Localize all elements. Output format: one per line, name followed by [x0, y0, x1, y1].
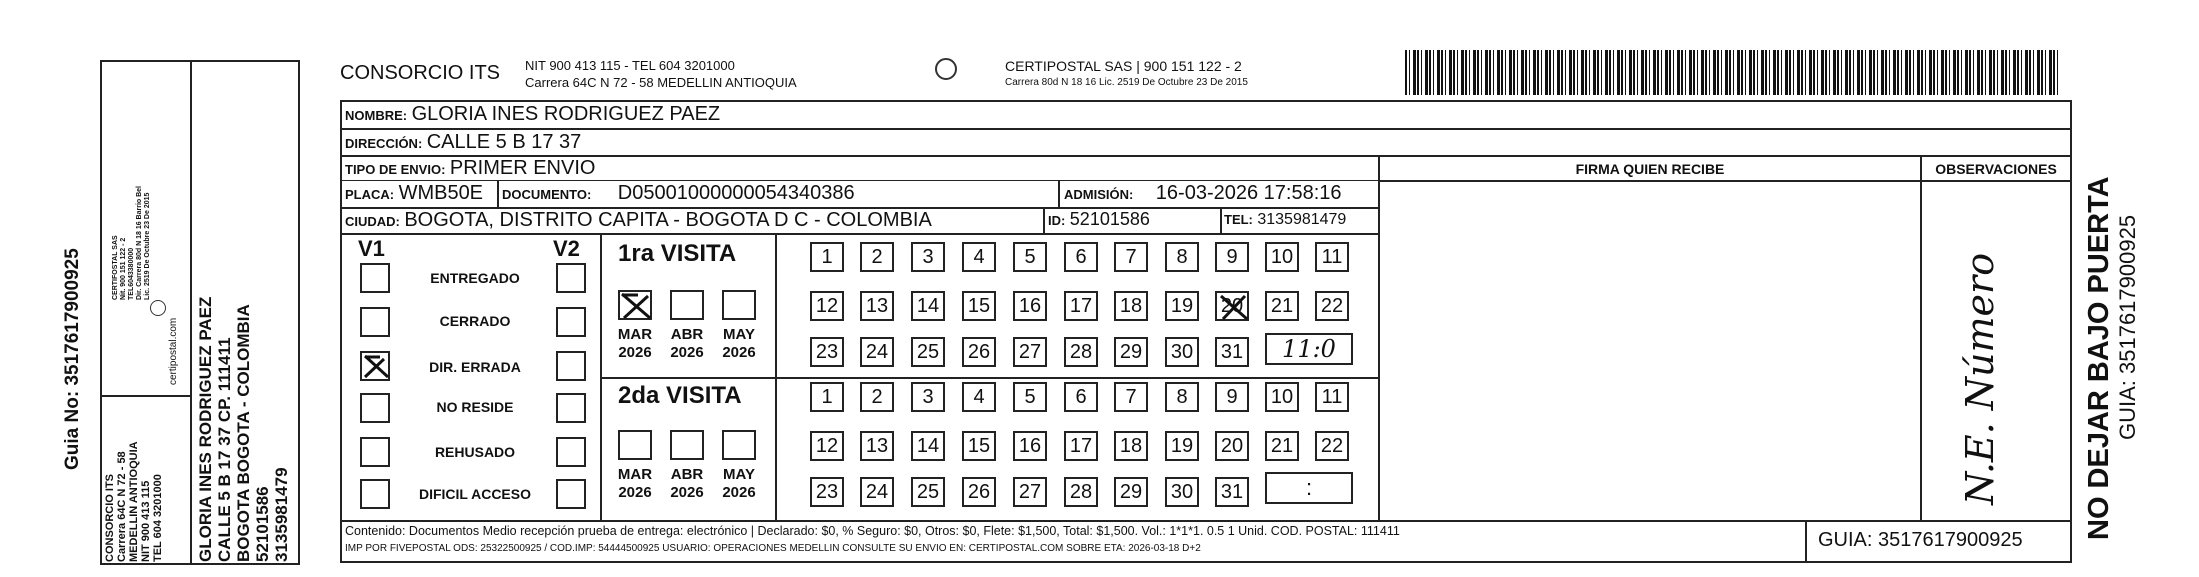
- day-box-19[interactable]: 19: [1165, 291, 1199, 321]
- day-box-2[interactable]: 2: [860, 382, 894, 412]
- day-box-23[interactable]: 23: [810, 477, 844, 507]
- tel-label: TEL:: [1224, 212, 1253, 227]
- day-box-13[interactable]: 13: [860, 431, 894, 461]
- direccion-row: [345, 131, 581, 154]
- row-line-1: [340, 128, 2072, 130]
- day-box-14[interactable]: 14: [911, 431, 945, 461]
- day-box-9[interactable]: 9: [1215, 382, 1249, 412]
- day-box-11[interactable]: 11: [1315, 382, 1349, 412]
- v1-checkbox-cerrado[interactable]: [360, 307, 390, 337]
- stub-sender: CONSORCIO ITS Carrera 64C N 72 - 58 MEDELLIN ANTIOQUIA NIT 900 413 115 TEL 604 3201000: [104, 441, 164, 562]
- status-rehusado: REHUSADO: [434, 444, 516, 460]
- footer-line: [340, 520, 2072, 522]
- day-box-23[interactable]: 23: [810, 337, 844, 367]
- v2-checkbox-dir-errada[interactable]: [556, 351, 586, 381]
- firma-header: FIRMA QUIEN RECIBE: [1575, 161, 1725, 177]
- v1-checkbox-no-reside[interactable]: [360, 393, 390, 423]
- stub-carrier-logo-icon: [150, 300, 166, 316]
- id-value: 52101586: [1069, 209, 1150, 229]
- company-address: Carrera 64C N 72 - 58 MEDELLIN ANTIOQUIA: [525, 75, 797, 90]
- no-dejar-bajo-puerta: NO DEJAR BAJO PUERTA: [2083, 176, 2115, 540]
- id-cell: [1048, 209, 1150, 230]
- obs-header: OBSERVACIONES: [1935, 161, 2057, 177]
- day-box-20[interactable]: 20: [1215, 291, 1249, 321]
- day-box-5[interactable]: 5: [1013, 382, 1047, 412]
- stub-hdivider: [100, 395, 192, 397]
- certipostal-logo-icon: [935, 58, 957, 80]
- stub-recipient: GLORIA INES RODRIGUEZ PAEZ CALLE 5 B 17 37 CP. 111411 BOGOTA BOGOTA - COLOMBIA 52101586 3135981479: [196, 296, 291, 562]
- second-month-abr: ABR 2026: [670, 466, 704, 501]
- row-line-2: [340, 155, 2072, 157]
- nombre-value: GLORIA INES RODRIGUEZ PAEZ: [411, 103, 721, 125]
- day-box-25[interactable]: 25: [911, 477, 945, 507]
- v1-checkbox-entregado[interactable]: [360, 263, 390, 293]
- v2-checkbox-no-reside[interactable]: [556, 393, 586, 423]
- x-mark-icon: [362, 353, 392, 383]
- first-month-abr-checkbox[interactable]: [670, 290, 704, 320]
- tel-value: 3135981479: [1257, 211, 1347, 228]
- tel-cell: [1224, 211, 1346, 229]
- admision-label: ADMISIÓN:: [1064, 187, 1134, 202]
- ciudad-div-2: [1220, 207, 1222, 233]
- carrier-address: Carrera 80d N 18 16 Lic. 2519 De Octubre 23 De 2015: [1005, 77, 1248, 88]
- day-box-14[interactable]: 14: [911, 291, 945, 321]
- day-box-6[interactable]: 6: [1064, 242, 1098, 272]
- day-box-27[interactable]: 27: [1013, 337, 1047, 367]
- status-entregado: ENTREGADO: [430, 270, 520, 286]
- first-month-mar-checkbox[interactable]: [618, 290, 652, 320]
- form-left: [340, 100, 342, 563]
- company-name: CONSORCIO ITS: [340, 62, 501, 84]
- first-month-mar: MAR 2026: [617, 326, 653, 361]
- day-box-31[interactable]: 31: [1215, 337, 1249, 367]
- documento-value: D05001000000054340386: [617, 182, 855, 204]
- day-box-18[interactable]: 18: [1114, 431, 1148, 461]
- day-box-6[interactable]: 6: [1064, 382, 1098, 412]
- status-dir-errada: DIR. ERRADA: [429, 359, 521, 375]
- visits-months-div: [775, 233, 777, 520]
- stub-left-border: [100, 60, 102, 565]
- tipo-value: PRIMER ENVIO: [449, 157, 596, 179]
- day-box-19[interactable]: 19: [1165, 431, 1199, 461]
- day-box-4[interactable]: 4: [962, 242, 996, 272]
- day-box-26[interactable]: 26: [962, 477, 996, 507]
- day-box-30[interactable]: 30: [1165, 337, 1199, 367]
- day-box-20[interactable]: 20: [1215, 431, 1249, 461]
- day-box-29[interactable]: 29: [1114, 337, 1148, 367]
- day-box-16[interactable]: 16: [1013, 291, 1047, 321]
- row-line-5: [340, 233, 1380, 235]
- v2-checkbox-rehusado[interactable]: [556, 437, 586, 467]
- second-visit-title: 2da VISITA: [618, 382, 742, 409]
- day-box-18[interactable]: 18: [1114, 291, 1148, 321]
- day-box-12[interactable]: 12: [810, 291, 844, 321]
- first-visit-time-box[interactable]: 11:0: [1265, 333, 1353, 365]
- day-box-12[interactable]: 12: [810, 431, 844, 461]
- form-right: [2070, 100, 2072, 563]
- v2-label: V2: [553, 236, 580, 261]
- stub-top-border: [100, 60, 300, 62]
- id-label: ID:: [1048, 213, 1066, 228]
- day-box-27[interactable]: 27: [1013, 477, 1047, 507]
- footer-divider: [1805, 520, 1807, 562]
- obs-left: [1920, 155, 1922, 522]
- day-box-21[interactable]: 21: [1265, 291, 1299, 321]
- day-box-1[interactable]: 1: [810, 382, 844, 412]
- day-box-8[interactable]: 8: [1165, 382, 1199, 412]
- footer-content: Contenido: Documentos Medio recepción prueba de entrega: electrónico | Declarado: $0, % Seguro: $0, Otros: $0, Flete: $1,500, Total: $1,500. Vol.: 1*1*1. 0.5 1 Unid. COD. POSTAL: 111411: [345, 524, 1400, 538]
- v1-checkbox-dir-errada[interactable]: [360, 351, 390, 381]
- v2-checkbox-entregado[interactable]: [556, 263, 586, 293]
- admision-cell: [1064, 182, 1342, 205]
- firma-header-line: [1378, 180, 2072, 182]
- placa-label: PLACA:: [345, 187, 395, 202]
- day-box-8[interactable]: 8: [1165, 242, 1199, 272]
- first-visit-title: 1ra VISITA: [618, 240, 737, 267]
- stub-guia-number: Guia No: 3517617900925: [62, 248, 83, 470]
- second-month-may: MAY 2026: [722, 466, 756, 501]
- documento-cell: [502, 182, 855, 205]
- first-month-may: MAY 2026: [722, 326, 756, 361]
- tipo-label: TIPO DE ENVIO:: [345, 162, 446, 177]
- x-mark-icon: [620, 292, 654, 322]
- day-box-22[interactable]: 22: [1315, 431, 1349, 461]
- documento-label: DOCUMENTO:: [502, 187, 592, 202]
- visits-mid-line: [600, 377, 1380, 379]
- day-box-5[interactable]: 5: [1013, 242, 1047, 272]
- day-box-22[interactable]: 22: [1315, 291, 1349, 321]
- second-month-abr-checkbox[interactable]: [670, 430, 704, 460]
- day-box-3[interactable]: 3: [911, 382, 945, 412]
- ciudad-value: BOGOTA, DISTRITO CAPITA - BOGOTA D C - COLOMBIA: [404, 209, 932, 231]
- day-box-24[interactable]: 24: [860, 337, 894, 367]
- day-box-7[interactable]: 7: [1114, 242, 1148, 272]
- footer-guia: GUIA: 3517617900925: [1818, 529, 2023, 551]
- direccion-label: DIRECCIÓN:: [345, 136, 423, 151]
- stub-carrier: CERTIFOSTAL SAS Nit. 900 151 122 - 2 TEL6043380000 Dir. Carrera 80d N 18 16 Barrio Bel Lic. 2519 De Octubre 23 De 2015: [112, 185, 151, 300]
- direccion-value: CALLE 5 B 17 37: [426, 131, 582, 153]
- right-guia: GUIA: 3517617900925: [2115, 214, 2140, 440]
- nombre-row: [345, 103, 720, 126]
- day-box-26[interactable]: 26: [962, 337, 996, 367]
- day-box-9[interactable]: 9: [1215, 242, 1249, 272]
- stub-bottom-border: [100, 563, 300, 565]
- day-box-31[interactable]: 31: [1215, 477, 1249, 507]
- day-box-30[interactable]: 30: [1165, 477, 1199, 507]
- day-box-17[interactable]: 17: [1064, 291, 1098, 321]
- day-box-7[interactable]: 7: [1114, 382, 1148, 412]
- v2-checkbox-dificil-acceso[interactable]: [556, 479, 586, 509]
- form-bottom: [340, 561, 2072, 563]
- day-box-4[interactable]: 4: [962, 382, 996, 412]
- day-box-21[interactable]: 21: [1265, 431, 1299, 461]
- day-box-15[interactable]: 15: [962, 431, 996, 461]
- day-box-28[interactable]: 28: [1064, 477, 1098, 507]
- day-box-28[interactable]: 28: [1064, 337, 1098, 367]
- company-nit: NIT 900 413 115 - TEL 604 3201000: [525, 58, 735, 73]
- second-month-mar: MAR 2026: [617, 466, 653, 501]
- status-dificil-acceso: DIFICIL ACCESO: [418, 486, 531, 502]
- first-month-abr: ABR 2026: [670, 326, 704, 361]
- footer-imp: IMP POR FIVEPOSTAL ODS: 25322500925 / COD.IMP: 54444500925 USUARIO: OPERACIONES MEDELLIN CONSULTE SU ENVIO EN: CERTIPOSTAL.COM SOBRE ETA: 2026-03-18 D+2: [345, 543, 1201, 554]
- v1-checkbox-dificil-acceso[interactable]: [360, 479, 390, 509]
- stub-carrier-web: certipostal.com: [168, 317, 179, 385]
- x-mark-icon: [1217, 293, 1251, 323]
- v1-checkbox-rehusado[interactable]: [360, 437, 390, 467]
- day-box-17[interactable]: 17: [1064, 431, 1098, 461]
- second-visit-time-box[interactable]: :: [1265, 472, 1353, 504]
- stub-right-border: [298, 60, 300, 565]
- nombre-label: NOMBRE:: [345, 108, 408, 123]
- v1-label: V1: [358, 236, 385, 261]
- barcode: [1405, 50, 2060, 95]
- placa-value: WMB50E: [398, 182, 484, 204]
- day-box-24[interactable]: 24: [860, 477, 894, 507]
- admision-value: 16-03-2026 17:58:16: [1155, 182, 1342, 204]
- day-box-10[interactable]: 10: [1265, 382, 1299, 412]
- ciudad-div-1: [1043, 207, 1045, 233]
- placa-cell: [345, 182, 483, 205]
- day-box-13[interactable]: 13: [860, 291, 894, 321]
- day-box-1[interactable]: 1: [810, 242, 844, 272]
- day-box-2[interactable]: 2: [860, 242, 894, 272]
- day-box-25[interactable]: 25: [911, 337, 945, 367]
- form-top: [340, 100, 2072, 102]
- stub-divider: [190, 60, 192, 565]
- status-no-reside: NO RESIDE: [436, 399, 514, 415]
- tipo-row: [345, 157, 595, 180]
- day-box-16[interactable]: 16: [1013, 431, 1047, 461]
- second-month-may-checkbox[interactable]: [722, 430, 756, 460]
- second-month-mar-checkbox[interactable]: [618, 430, 652, 460]
- status-cerrado: CERRADO: [439, 313, 511, 329]
- day-box-29[interactable]: 29: [1114, 477, 1148, 507]
- observation-handwriting: N.E. Número: [1958, 252, 2002, 505]
- firma-left: [1378, 155, 1380, 522]
- ciudad-cell: [345, 209, 932, 232]
- v2-checkbox-cerrado[interactable]: [556, 307, 586, 337]
- day-box-10[interactable]: 10: [1265, 242, 1299, 272]
- ciudad-label: CIUDAD:: [345, 214, 400, 229]
- day-box-11[interactable]: 11: [1315, 242, 1349, 272]
- day-box-15[interactable]: 15: [962, 291, 996, 321]
- placa-div-1: [497, 180, 499, 207]
- day-box-3[interactable]: 3: [911, 242, 945, 272]
- carrier-name: CERTIPOSTAL SAS | 900 151 122 - 2: [1005, 58, 1242, 74]
- placa-div-2: [1058, 180, 1060, 207]
- first-month-may-checkbox[interactable]: [722, 290, 756, 320]
- visits-left-div: [600, 233, 602, 520]
